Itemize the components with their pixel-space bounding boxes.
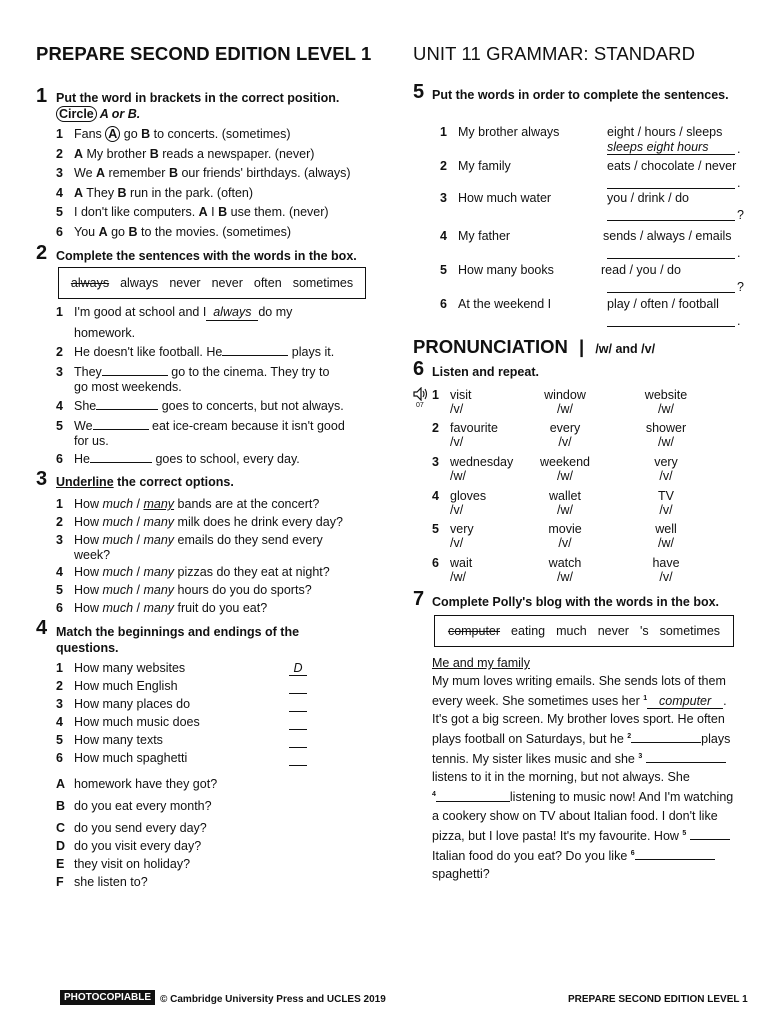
word: very [654, 455, 678, 469]
word: website [644, 388, 688, 402]
gap-blank[interactable] [222, 344, 288, 356]
option-much[interactable]: much [102, 533, 134, 547]
pron-word [626, 556, 706, 584]
ex2-item: 2 He doesn't like football. He plays it. [56, 345, 335, 359]
ex5-item: 1 My brother always [440, 125, 560, 139]
option-many[interactable]: many [143, 583, 175, 597]
pron-row-number: 5 [432, 522, 439, 536]
answer-line[interactable] [607, 206, 735, 221]
box-word: sometimes [659, 624, 721, 638]
item-number: 4 [440, 229, 447, 243]
option-many[interactable]: many [143, 601, 175, 615]
ex2-item: 1 I'm good at school and I always do my homework. [56, 305, 293, 340]
footer-level: PREPARE SECOND EDITION LEVEL 1 [568, 994, 748, 1005]
pronunciation-heading: PRONUNCIATION | /w/ and /v/ [413, 336, 656, 357]
option-many[interactable]: many [143, 565, 175, 579]
copyright: © Cambridge University Press and UCLES 2019 [160, 994, 386, 1005]
option-a[interactable]: A [98, 225, 108, 239]
answer-line[interactable] [607, 244, 735, 259]
option-b[interactable]: B [128, 225, 138, 239]
answer-punct: . [737, 246, 741, 260]
box-word: sometimes [292, 276, 354, 290]
item-number: 5 [56, 205, 63, 219]
item-number: 6 [56, 452, 63, 466]
ex3-item: 2 How much / many milk does he drink every day? [56, 515, 343, 529]
ex1-item: 4 A They B run in the park. (often) [56, 186, 254, 200]
box-word: never [597, 624, 629, 638]
gap-blank[interactable] [90, 451, 152, 463]
option-b[interactable]: B [149, 147, 159, 161]
exercise-1-instruction: Put the word in brackets in the correct position. Circle A or B. [56, 91, 340, 121]
exercise-4-number: 4 [36, 617, 48, 639]
option-a[interactable]: A [198, 205, 208, 219]
ex4-item: 6 How much spaghetti [56, 751, 187, 766]
exercise-2-number: 2 [36, 242, 48, 264]
exercise-7-instruction: Complete Polly's blog with the words in the box. [432, 595, 720, 609]
ex2-item-continued: for us. [74, 434, 109, 448]
gap-blank[interactable] [96, 398, 158, 410]
phoneme: /w/ [450, 469, 466, 483]
box-word: 's [639, 624, 649, 638]
pron-word [450, 556, 520, 584]
answer-punct: ? [737, 208, 744, 222]
pron-word [626, 421, 706, 449]
option-many[interactable]: many [143, 515, 175, 529]
item-number: E [56, 857, 65, 871]
match-answer[interactable] [289, 679, 307, 694]
blog-gap-3[interactable] [646, 751, 726, 763]
ex1-item: 2 A My brother B reads a newspaper. (never) [56, 147, 315, 161]
word: gloves [450, 489, 487, 503]
match-answer[interactable] [289, 751, 307, 766]
option-a[interactable]: A [105, 126, 120, 142]
phoneme: /w/ [658, 435, 674, 449]
option-b[interactable]: B [141, 127, 151, 141]
ex5-item: 4 My father [440, 229, 511, 243]
phoneme: /v/ [450, 402, 464, 416]
box-word: never [169, 276, 201, 290]
item-number: 3 [56, 533, 63, 547]
pron-word [626, 455, 706, 483]
phoneme: /v/ [450, 435, 464, 449]
item-number: 4 [56, 565, 63, 579]
item-number: 5 [56, 419, 63, 433]
answer-punct: . [737, 142, 741, 156]
exercise-6-number: 6 [413, 358, 425, 380]
gap-answer[interactable]: always [206, 305, 258, 321]
pron-word [525, 421, 605, 449]
option-a[interactable]: A [96, 166, 106, 180]
word-prompt: play / often / football [607, 297, 719, 311]
exercise-7-number: 7 [413, 588, 425, 610]
option-much[interactable]: much [102, 601, 134, 615]
pron-word [525, 522, 605, 550]
ex4-ending: B do you eat every month? [56, 799, 212, 813]
ex3-item: 3 How much / many emails do they send every week? [56, 533, 323, 562]
ex2-item: 4 She goes to concerts, but not always. [56, 399, 344, 413]
item-number: 3 [56, 166, 63, 180]
option-many[interactable]: many [143, 497, 175, 511]
ex5-item: 5 How many books [440, 263, 554, 277]
phoneme: /v/ [558, 536, 572, 550]
word-prompt: eats / chocolate / never [607, 159, 737, 173]
item-number: 1 [56, 127, 63, 141]
word: visit [450, 388, 472, 402]
item-number: 1 [56, 305, 63, 319]
item-number: 5 [440, 263, 447, 277]
ex4-item: 4 How much music does [56, 715, 200, 730]
pron-row-number: 1 [432, 388, 439, 402]
pron-word [525, 455, 605, 483]
word: movie [548, 522, 582, 536]
exercise-1-number: 1 [36, 85, 48, 107]
word: every [549, 421, 581, 435]
option-much[interactable]: much [102, 497, 134, 511]
ex3-item: 6 How much / many fruit do you eat? [56, 601, 268, 615]
answer-line[interactable] [607, 312, 735, 327]
ex4-item: 1 How many websites D [56, 661, 185, 676]
ex3-item: 1 How much / many bands are at the concert? [56, 497, 320, 511]
ex4-ending: F she listen to? [56, 875, 148, 889]
item-number: 5 [56, 733, 63, 747]
option-b[interactable]: B [117, 186, 127, 200]
phoneme: /v/ [659, 570, 673, 584]
match-answer[interactable]: D [289, 661, 307, 676]
phoneme: /w/ [557, 570, 573, 584]
pron-row-number: 6 [432, 556, 439, 570]
phoneme: /w/ [658, 536, 674, 550]
box-word: always [120, 276, 159, 290]
ex4-item: 2 How much English [56, 679, 178, 694]
item-number: 1 [56, 661, 63, 675]
pron-word [525, 489, 605, 517]
ex1-item: 3 We A remember B our friends' birthdays. (always) [56, 166, 351, 180]
exercise-6-instruction: Listen and repeat. [432, 365, 539, 379]
word: very [450, 522, 474, 536]
item-number: 3 [440, 191, 447, 205]
item-number: 2 [56, 345, 63, 359]
word: well [655, 522, 677, 536]
blog-gap-6[interactable] [635, 848, 715, 860]
word: have [652, 556, 680, 570]
exercise-2-instruction: Complete the sentences with the words in the box. [56, 249, 357, 263]
photocopiable-badge: PHOTOCOPIABLE [60, 992, 155, 1003]
ex4-ending: E they visit on holiday? [56, 857, 191, 871]
answer-punct: ? [737, 280, 744, 294]
phoneme: /w/ [450, 570, 466, 584]
pron-row-number: 2 [432, 421, 439, 435]
box-word: always [70, 276, 110, 290]
ex4-ending: D do you visit every day? [56, 839, 202, 853]
word-prompt: read / you / do [601, 263, 681, 277]
word: favourite [450, 421, 498, 435]
exercise-5-number: 5 [413, 81, 425, 103]
option-b[interactable]: B [168, 166, 178, 180]
item-number: 3 [56, 365, 63, 379]
option-much[interactable]: much [102, 583, 134, 597]
word: wallet [549, 489, 581, 503]
answer-line[interactable] [607, 278, 735, 293]
track-number: 07 [416, 402, 424, 409]
header-right: UNIT 11 GRAMMAR: STANDARD [413, 43, 696, 64]
ex5-item: 2 My family [440, 159, 511, 173]
pron-word [450, 388, 520, 416]
exercise-7-word-box [434, 615, 734, 647]
ex2-item-continued: go most weekends. [74, 380, 182, 394]
match-answer[interactable] [289, 733, 307, 748]
ex3-item-continued: week? [74, 548, 111, 562]
gap-blank[interactable] [93, 418, 149, 430]
pron-word [626, 388, 706, 416]
pron-word [450, 489, 520, 517]
item-number: 1 [56, 497, 63, 511]
answer-punct: . [737, 176, 741, 190]
blog-gap-4[interactable] [436, 790, 510, 802]
circle-word: Circle [56, 106, 97, 122]
exercise-3-number: 3 [36, 468, 48, 490]
pron-word [525, 388, 605, 416]
phoneme: /v/ [558, 435, 572, 449]
option-b[interactable]: B [218, 205, 228, 219]
item-number: 2 [56, 679, 63, 693]
item-number: 2 [56, 515, 63, 529]
option-many[interactable]: many [143, 533, 175, 547]
option-a[interactable]: A [74, 186, 84, 200]
box-word: computer [447, 624, 501, 638]
blog-gap-5[interactable] [690, 828, 730, 840]
word: shower [645, 421, 687, 435]
answer-punct: . [737, 314, 741, 328]
word-prompt: eight / hours / sleeps [607, 125, 723, 139]
item-number: C [56, 821, 66, 835]
box-word: much [556, 624, 587, 638]
item-number: 5 [56, 583, 63, 597]
pron-word [450, 455, 520, 483]
item-number: 3 [56, 697, 63, 711]
item-number: 4 [56, 399, 63, 413]
phoneme: /w/ [557, 503, 573, 517]
ex2-item-continued: homework. [74, 326, 136, 340]
blog-gap-2[interactable] [631, 731, 701, 743]
word: weekend [539, 455, 591, 469]
ex2-item: 6 He goes to school, every day. [56, 452, 300, 466]
word: wait [450, 556, 473, 570]
ex5-item: 3 How much water [440, 191, 552, 205]
box-word: often [253, 276, 282, 290]
ex4-ending: A homework have they got? [56, 777, 218, 791]
ex5-item: 6 At the weekend I [440, 297, 552, 311]
gap-blank[interactable] [102, 364, 168, 376]
item-number: 1 [440, 125, 447, 139]
word-prompt: you / drink / do [607, 191, 689, 205]
word: TV [658, 489, 674, 503]
item-number: 2 [440, 159, 447, 173]
exercise-5-instruction: Put the words in order to complete the sentences. [432, 88, 729, 102]
ex2-item: 5 We eat ice-cream because it isn't good for us. [56, 419, 345, 448]
ex1-item: 6 You A go B to the movies. (sometimes) [56, 225, 292, 239]
exercise-3-instruction: Underline the correct options. [56, 475, 234, 489]
item-number: D [56, 839, 66, 853]
blog-title: Me and my family [432, 656, 530, 670]
pron-word [450, 522, 520, 550]
exercise-4-instruction: Match the beginnings and endings of the questions. [56, 625, 300, 655]
answer-line[interactable] [607, 174, 735, 189]
match-answer[interactable] [289, 697, 307, 712]
item-number: 6 [56, 225, 63, 239]
ex1-item: 5 I don't like computers. A I B use them. (never) [56, 205, 329, 219]
pron-word [626, 489, 706, 517]
word-prompt: sends / always / emails [603, 229, 732, 243]
item-number: A [56, 777, 66, 791]
word: watch [548, 556, 582, 570]
option-a[interactable]: A [74, 147, 84, 161]
word: window [544, 388, 586, 402]
item-number: 4 [56, 715, 63, 729]
phoneme: /v/ [659, 469, 673, 483]
item-number: 6 [440, 297, 447, 311]
phoneme: /w/ [658, 402, 674, 416]
phoneme: /v/ [659, 503, 673, 517]
item-number: F [56, 875, 64, 889]
ex2-item: 3 They go to the cinema. They try to go most weekends. [56, 365, 330, 394]
blog-text: Me and my family My mum loves writing emails. She sends lots of them every week. She sometimes uses her $^1$ computer . It's got a big screen. My brother loves sport. He often plays football on Saturdays, but he $^2$ plays tennis. My sister likes music and she $^3$ listens to it in the morning, but not always. She $^4$ listening to music now! And I'm watching a cookery show on TV about Italian food. I don't like pizza, but I love pasta! It's my favourite. How $^5$ Italian food do you eat? Do you like $^6$ spaghetti? [432, 654, 762, 883]
pron-row-number: 4 [432, 489, 439, 503]
ex1-item: 1 Fans A go B to concerts. (sometimes) [56, 127, 291, 141]
ex4-item: 3 How many places do [56, 697, 190, 712]
blog-gap-1[interactable]: computer [647, 694, 723, 709]
word: wednesday [450, 455, 514, 469]
pron-row-number: 3 [432, 455, 439, 469]
answer-line[interactable]: sleeps eight hours [607, 140, 735, 155]
pron-word [450, 421, 520, 449]
item-number: 4 [56, 186, 63, 200]
phoneme: /w/ [557, 469, 573, 483]
item-number: 6 [56, 751, 63, 765]
ex4-item: 5 How many texts [56, 733, 163, 748]
box-word: never [211, 276, 243, 290]
option-much[interactable]: much [102, 515, 134, 529]
option-much[interactable]: much [102, 565, 134, 579]
phoneme: /v/ [450, 503, 464, 517]
ex4-ending: C do you send every day? [56, 821, 207, 835]
phoneme: /v/ [450, 536, 464, 550]
match-answer[interactable] [289, 715, 307, 730]
item-number: 6 [56, 601, 63, 615]
item-number: 2 [56, 147, 63, 161]
pron-word [626, 522, 706, 550]
ex3-item: 5 How much / many hours do you do sports? [56, 583, 312, 597]
box-word: eating [511, 624, 546, 638]
phoneme: /w/ [557, 402, 573, 416]
header-left: PREPARE SECOND EDITION LEVEL 1 [36, 43, 372, 64]
exercise-2-word-box [58, 267, 366, 299]
item-number: B [56, 799, 66, 813]
ex3-item: 4 How much / many pizzas do they eat at night? [56, 565, 330, 579]
pron-word [525, 556, 605, 584]
